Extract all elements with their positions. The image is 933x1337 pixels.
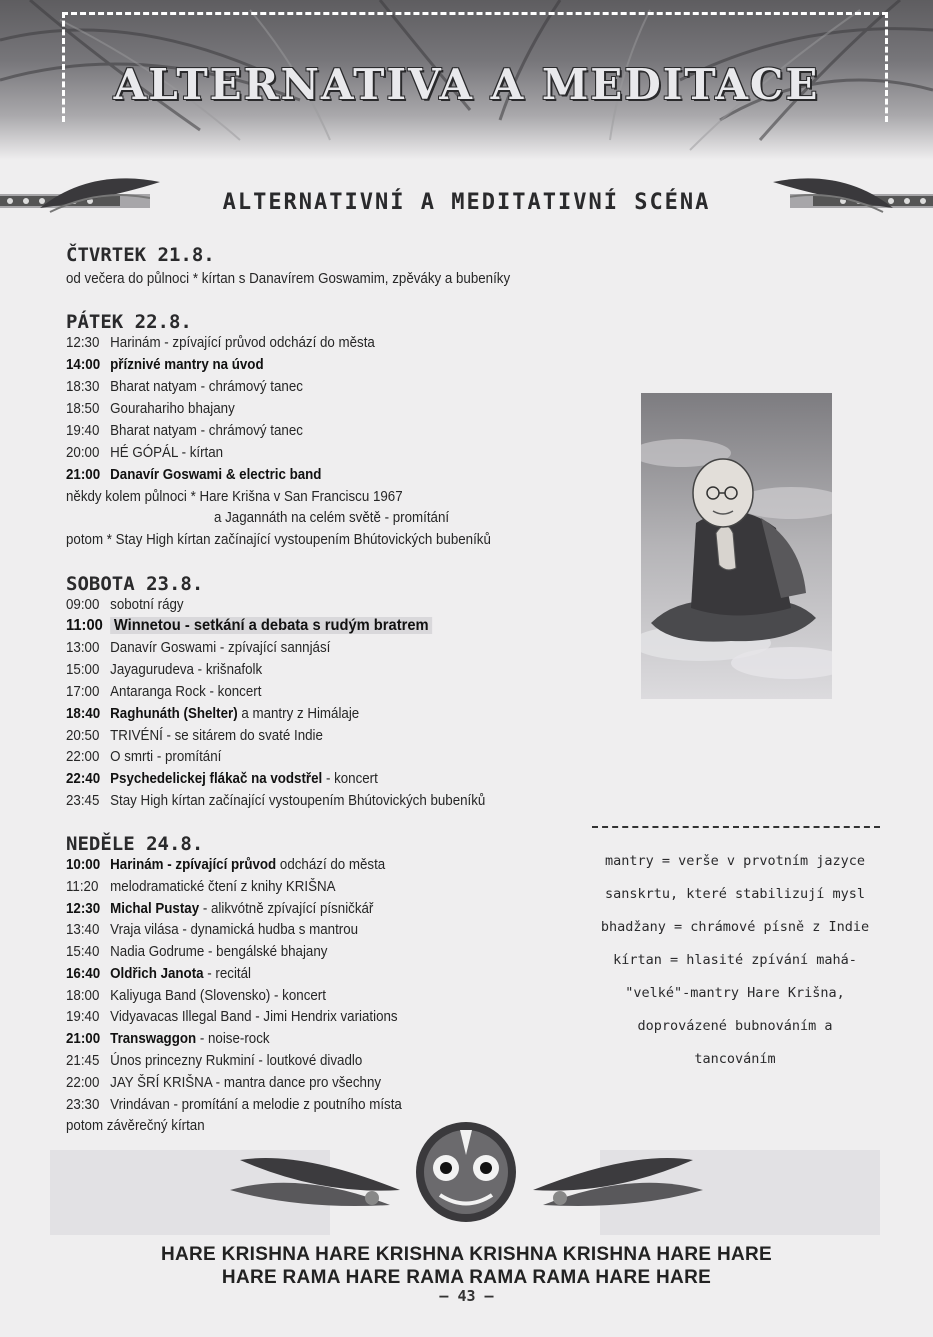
- glossary-line: "velké"-mantry Hare Krišna,: [625, 985, 845, 1001]
- glossary-line: mantry = verše v prvotním jazyce: [604, 853, 866, 869]
- list-item: 15:00 Jayagurudeva - krišnafolk: [66, 662, 263, 678]
- list-item: 17:00 Antaranga Rock - koncert: [66, 684, 262, 700]
- list-item: 22:40 Psychedelickej flákač na vodstřel - koncert: [66, 771, 378, 787]
- list-item: 11:00 Winnetou - setkání a debata s rudým bratrem: [66, 616, 432, 636]
- list-item: a Jagannáth na celém světě - promítání: [214, 510, 450, 526]
- header-banner: [0, 0, 933, 160]
- jagannath-face-icon: [416, 1122, 516, 1222]
- page-number: – 43 –: [439, 1287, 494, 1305]
- glossary-line: kírtan = hlasité zpívání mahá-: [613, 952, 857, 968]
- list-item: 15:40 Nadia Godrume - bengálské bhajany: [66, 944, 328, 960]
- list-item: 19:40 Vidyavacas Illegal Band - Jimi Hendrix variations: [66, 1009, 398, 1025]
- mantra-line-1: HARE KRISHNA HARE KRISHNA KRISHNA KRISHNA HARE HARE: [160, 1244, 772, 1265]
- glossary-line: tancováním: [694, 1051, 776, 1067]
- section-heading: ALTERNATIVNÍ A MEDITATIVNÍ SCÉNA: [222, 190, 711, 215]
- list-item: 22:00 O smrti - promítání: [66, 749, 222, 765]
- list-item: 18:00 Kaliyuga Band (Slovensko) - koncert: [66, 988, 326, 1004]
- list-item: 11:20 melodramatické čtení z knihy KRIŠNA: [66, 879, 336, 895]
- list-item: 09:00 sobotní rágy: [66, 597, 184, 613]
- day-heading-saturday: SOBOTA 23.8.: [66, 573, 204, 595]
- list-item: 14:00 příznivé mantry na úvod: [66, 357, 264, 373]
- list-item: od večera do půlnoci * kírtan s Danavírem Goswamim, zpěváky a bubeníky: [66, 271, 511, 287]
- list-item: 10:00 Harinám - zpívající průvod odchází do města: [66, 857, 386, 873]
- day-heading-friday: PÁTEK 22.8.: [66, 311, 192, 333]
- list-item: 21:45 Únos princezny Rukminí - loutkové divadlo: [66, 1053, 363, 1069]
- list-item: 20:50 TRIVÉNÍ - se sitárem do svaté Indie: [66, 728, 323, 744]
- list-item: 16:40 Oldřich Janota - recitál: [66, 966, 252, 982]
- list-item: 18:30 Bharat natyam - chrámový tanec: [66, 379, 303, 395]
- list-item: 23:30 Vrindávan - promítání a melodie z poutního místa: [66, 1097, 402, 1113]
- glossary-line: sanskrtu, které stabilizují mysl: [604, 886, 866, 902]
- mantra-line-2: HARE RAMA HARE RAMA RAMA RAMA HARE HARE: [221, 1267, 712, 1288]
- list-item: 12:30 Harinám - zpívající průvod odchází do města: [66, 335, 375, 351]
- list-item: potom závěrečný kírtan: [66, 1118, 205, 1134]
- list-item: 20:00 HÉ GÓPÁL - kírtan: [66, 445, 224, 461]
- list-item: 18:50 Gourahariho bhajany: [66, 401, 235, 417]
- list-item: potom * Stay High kírtan začínající vystoupením Bhútovických bubeníků: [66, 532, 491, 548]
- list-item: 22:00 JAY ŠRÍ KRIŠNA - mantra dance pro všechny: [66, 1075, 382, 1091]
- glossary-line: bhadžany = chrámové písně z Indie: [600, 919, 870, 935]
- glossary-divider: [592, 826, 880, 828]
- list-item: 13:00 Danavír Goswami - zpívající sannjásí: [66, 640, 331, 656]
- list-item: 18:40 Raghunáth (Shelter) a mantry z Himálaje: [66, 706, 360, 722]
- list-item: někdy kolem půlnoci * Hare Krišna v San Franciscu 1967: [66, 489, 403, 505]
- day-heading-thursday: ČTVRTEK 21.8.: [66, 244, 215, 266]
- list-item: 13:40 Vraja vilása - dynamická hudba s mantrou: [66, 922, 359, 938]
- list-item: 19:40 Bharat natyam - chrámový tanec: [66, 423, 303, 439]
- glossary-line: doprovázené bubnováním a: [637, 1018, 833, 1034]
- meditating-monk-illustration: [641, 393, 832, 699]
- page-title: ALTERNATIVA A MEDITACE: [113, 60, 820, 109]
- jagannath-emblem-decoration: [0, 1110, 933, 1260]
- list-item: 23:45 Stay High kírtan začínající vystoupením Bhútovických bubeníků: [66, 793, 486, 809]
- list-item: 21:00 Transwaggon - noise-rock: [66, 1031, 270, 1047]
- list-item: 12:30 Michal Pustay - alikvótně zpívající písničkář: [66, 901, 374, 917]
- day-heading-sunday: NEDĚLE 24.8.: [66, 833, 204, 855]
- list-item: 21:00 Danavír Goswami & electric band: [66, 467, 322, 483]
